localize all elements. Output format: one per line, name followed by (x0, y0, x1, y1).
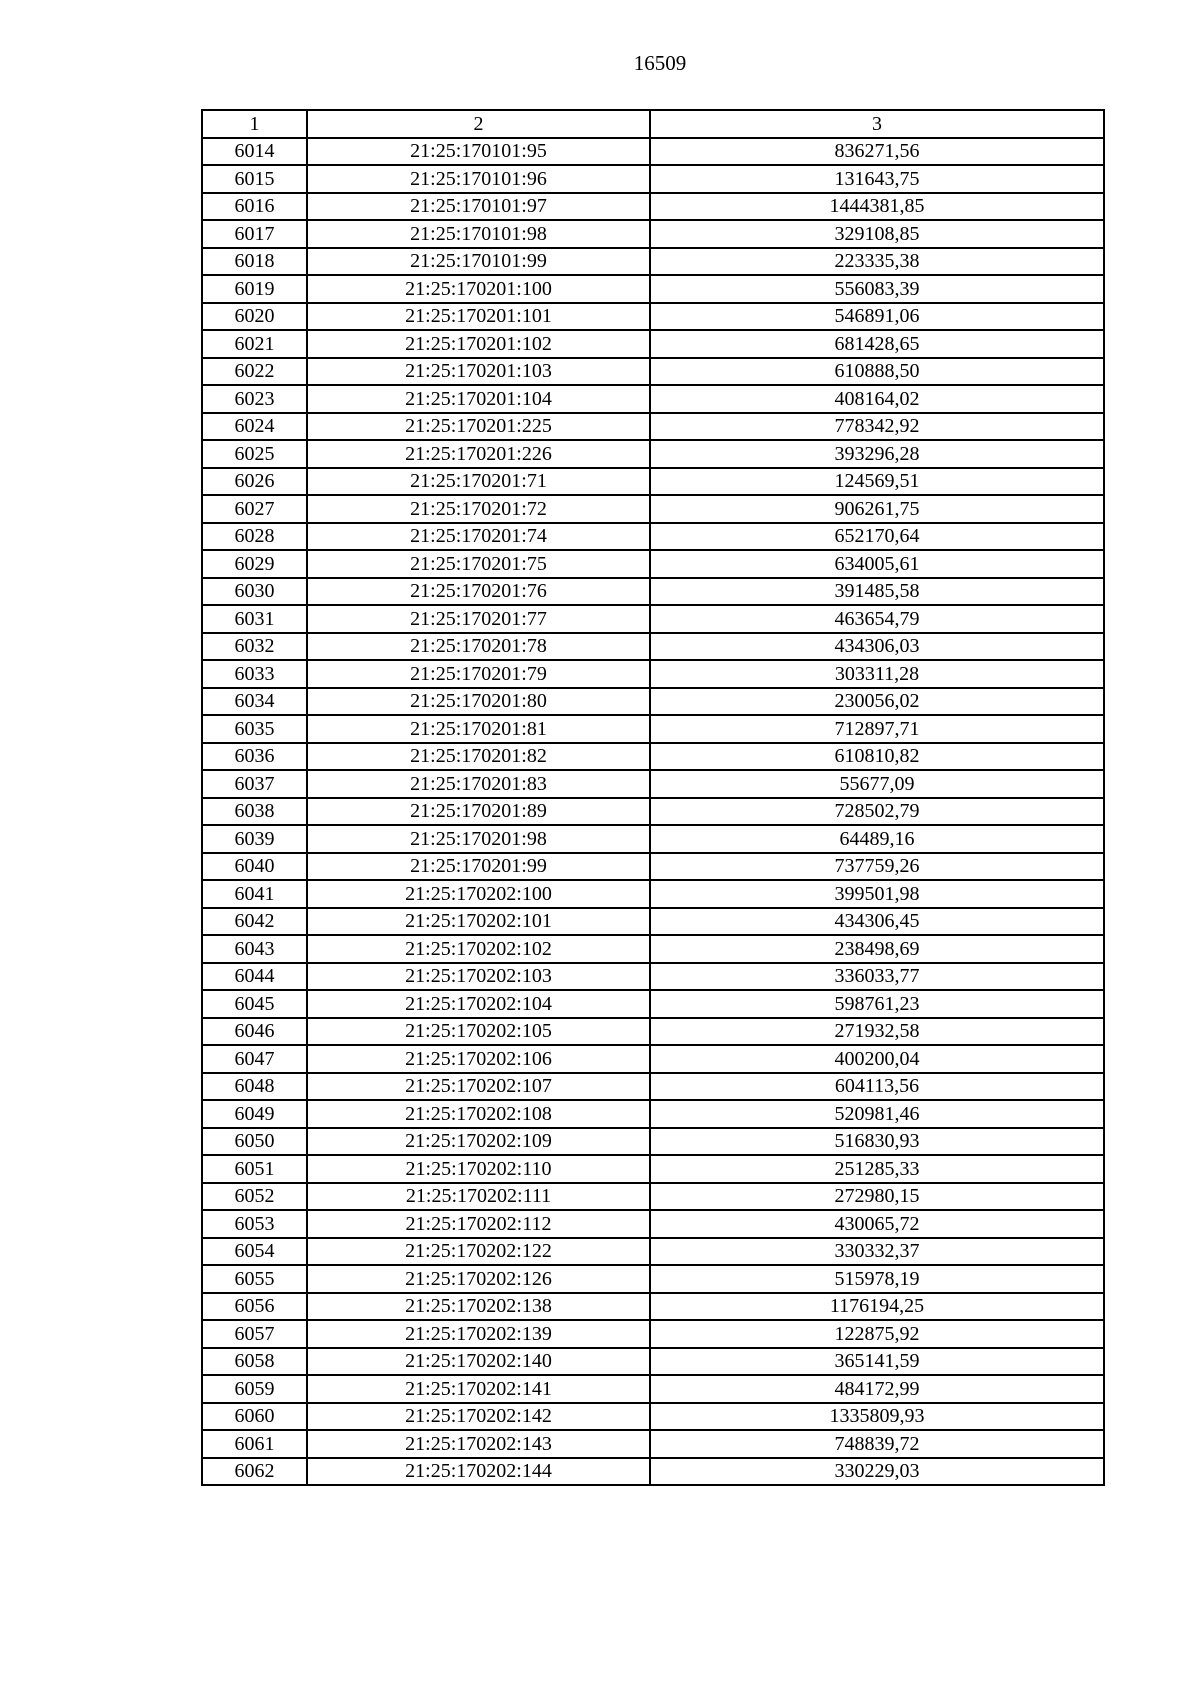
table-row (202, 1238, 1104, 1266)
cadastral-number-cell: 21:25:170201:80 (307, 688, 650, 716)
row-number-cell: 6020 (202, 303, 307, 331)
table-row (202, 385, 1104, 413)
value-cell: 336033,77 (650, 963, 1104, 991)
value-cell: 604113,56 (650, 1073, 1104, 1101)
cadastral-number-cell: 21:25:170202:144 (307, 1458, 650, 1486)
row-number-cell: 6054 (202, 1238, 307, 1266)
row-number-cell: 6034 (202, 688, 307, 716)
cadastral-number-cell: 21:25:170101:99 (307, 248, 650, 276)
value-cell: 712897,71 (650, 715, 1104, 743)
table-row (202, 1265, 1104, 1293)
value-cell: 546891,06 (650, 303, 1104, 331)
row-number-cell: 6030 (202, 578, 307, 606)
row-number-cell: 6019 (202, 275, 307, 303)
cadastral-number-cell: 21:25:170201:76 (307, 578, 650, 606)
row-number-cell: 6060 (202, 1403, 307, 1431)
cadastral-number-cell: 21:25:170202:142 (307, 1403, 650, 1431)
cadastral-number-cell: 21:25:170202:100 (307, 880, 650, 908)
cadastral-number-cell: 21:25:170202:139 (307, 1320, 650, 1348)
cadastral-number-cell: 21:25:170201:89 (307, 798, 650, 826)
cadastral-number-cell: 21:25:170202:112 (307, 1210, 650, 1238)
cadastral-number-cell: 21:25:170201:103 (307, 358, 650, 386)
row-number-cell: 6031 (202, 605, 307, 633)
row-number-cell: 6017 (202, 220, 307, 248)
cadastral-number-cell: 21:25:170202:105 (307, 1018, 650, 1046)
table-row (202, 138, 1104, 166)
row-number-cell: 6038 (202, 798, 307, 826)
value-cell: 1176194,25 (650, 1293, 1104, 1321)
row-number-cell: 6058 (202, 1348, 307, 1376)
table-row (202, 1458, 1104, 1486)
row-number-cell: 6057 (202, 1320, 307, 1348)
cadastral-number-cell: 21:25:170201:79 (307, 660, 650, 688)
cadastral-number-cell: 21:25:170101:98 (307, 220, 650, 248)
row-number-cell: 6015 (202, 165, 307, 193)
value-cell: 906261,75 (650, 495, 1104, 523)
value-cell: 598761,23 (650, 990, 1104, 1018)
table-row (202, 1348, 1104, 1376)
cadastral-number-cell: 21:25:170202:122 (307, 1238, 650, 1266)
row-number-cell: 6023 (202, 385, 307, 413)
table-row (202, 1155, 1104, 1183)
table-row (202, 550, 1104, 578)
cadastral-number-cell: 21:25:170202:108 (307, 1100, 650, 1128)
cadastral-number-cell: 21:25:170201:74 (307, 523, 650, 551)
cadastral-number-cell: 21:25:170202:106 (307, 1045, 650, 1073)
cadastral-number-cell: 21:25:170202:107 (307, 1073, 650, 1101)
value-cell: 124569,51 (650, 468, 1104, 496)
row-number-cell: 6046 (202, 1018, 307, 1046)
row-number-cell: 6041 (202, 880, 307, 908)
row-number-cell: 6024 (202, 413, 307, 441)
table-row (202, 963, 1104, 991)
table-row (202, 165, 1104, 193)
cadastral-number-cell: 21:25:170101:95 (307, 138, 650, 166)
value-cell: 223335,38 (650, 248, 1104, 276)
value-cell: 330229,03 (650, 1458, 1104, 1486)
value-cell: 520981,46 (650, 1100, 1104, 1128)
table-row (202, 908, 1104, 936)
row-number-cell: 6016 (202, 193, 307, 221)
cadastral-number-cell: 21:25:170201:100 (307, 275, 650, 303)
row-number-cell: 6045 (202, 990, 307, 1018)
table-row (202, 1210, 1104, 1238)
row-number-cell: 6055 (202, 1265, 307, 1293)
row-number-cell: 6044 (202, 963, 307, 991)
row-number-cell: 6014 (202, 138, 307, 166)
header-row (202, 110, 1104, 138)
value-cell: 484172,99 (650, 1375, 1104, 1403)
value-cell: 516830,93 (650, 1128, 1104, 1156)
table-row (202, 688, 1104, 716)
value-cell: 515978,19 (650, 1265, 1104, 1293)
row-number-cell: 6032 (202, 633, 307, 661)
header-cell-1: 1 (202, 110, 307, 138)
cadastral-number-cell: 21:25:170202:110 (307, 1155, 650, 1183)
value-cell: 408164,02 (650, 385, 1104, 413)
row-number-cell: 6062 (202, 1458, 307, 1486)
table-row (202, 990, 1104, 1018)
table-row (202, 248, 1104, 276)
value-cell: 365141,59 (650, 1348, 1104, 1376)
value-cell: 330332,37 (650, 1238, 1104, 1266)
header-cell-3: 3 (650, 110, 1104, 138)
table-row (202, 193, 1104, 221)
table-row (202, 798, 1104, 826)
value-cell: 122875,92 (650, 1320, 1104, 1348)
value-cell: 271932,58 (650, 1018, 1104, 1046)
value-cell: 681428,65 (650, 330, 1104, 358)
table-row (202, 715, 1104, 743)
cadastral-number-cell: 21:25:170101:97 (307, 193, 650, 221)
value-cell: 55677,09 (650, 770, 1104, 798)
row-number-cell: 6043 (202, 935, 307, 963)
row-number-cell: 6035 (202, 715, 307, 743)
row-number-cell: 6050 (202, 1128, 307, 1156)
table-row (202, 825, 1104, 853)
table-row (202, 853, 1104, 881)
row-number-cell: 6033 (202, 660, 307, 688)
cadastral-number-cell: 21:25:170202:143 (307, 1430, 650, 1458)
table-row (202, 468, 1104, 496)
cadastral-number-cell: 21:25:170202:111 (307, 1183, 650, 1211)
value-cell: 399501,98 (650, 880, 1104, 908)
table-row (202, 1100, 1104, 1128)
table-row (202, 1430, 1104, 1458)
value-cell: 556083,39 (650, 275, 1104, 303)
row-number-cell: 6029 (202, 550, 307, 578)
table-header (202, 110, 1104, 138)
row-number-cell: 6037 (202, 770, 307, 798)
value-cell: 748839,72 (650, 1430, 1104, 1458)
cadastral-number-cell: 21:25:170201:75 (307, 550, 650, 578)
cadastral-number-cell: 21:25:170202:138 (307, 1293, 650, 1321)
row-number-cell: 6018 (202, 248, 307, 276)
value-cell: 64489,16 (650, 825, 1104, 853)
value-cell: 400200,04 (650, 1045, 1104, 1073)
value-cell: 1335809,93 (650, 1403, 1104, 1431)
row-number-cell: 6039 (202, 825, 307, 853)
header-cell-2: 2 (307, 110, 650, 138)
table-row (202, 495, 1104, 523)
row-number-cell: 6052 (202, 1183, 307, 1211)
cadastral-number-cell: 21:25:170202:140 (307, 1348, 650, 1376)
row-number-cell: 6027 (202, 495, 307, 523)
row-number-cell: 6048 (202, 1073, 307, 1101)
table-row (202, 330, 1104, 358)
table-row (202, 1018, 1104, 1046)
value-cell: 230056,02 (650, 688, 1104, 716)
table-row (202, 303, 1104, 331)
value-cell: 434306,03 (650, 633, 1104, 661)
value-cell: 728502,79 (650, 798, 1104, 826)
cadastral-number-cell: 21:25:170201:78 (307, 633, 650, 661)
table-row (202, 523, 1104, 551)
table-row (202, 633, 1104, 661)
value-cell: 610810,82 (650, 743, 1104, 771)
cadastral-number-cell: 21:25:170201:226 (307, 440, 650, 468)
cadastral-number-cell: 21:25:170202:126 (307, 1265, 650, 1293)
cadastral-number-cell: 21:25:170201:83 (307, 770, 650, 798)
page-number: 16509 (633, 51, 687, 75)
row-number-cell: 6047 (202, 1045, 307, 1073)
cadastral-number-cell: 21:25:170201:98 (307, 825, 650, 853)
cadastral-number-cell: 21:25:170202:141 (307, 1375, 650, 1403)
table-row (202, 1320, 1104, 1348)
cadastral-number-cell: 21:25:170202:109 (307, 1128, 650, 1156)
value-cell: 1444381,85 (650, 193, 1104, 221)
cadastral-number-cell: 21:25:170202:102 (307, 935, 650, 963)
cadastral-number-cell: 21:25:170201:102 (307, 330, 650, 358)
cadastral-number-cell: 21:25:170201:81 (307, 715, 650, 743)
value-cell: 303311,28 (650, 660, 1104, 688)
value-cell: 652170,64 (650, 523, 1104, 551)
cadastral-number-cell: 21:25:170201:101 (307, 303, 650, 331)
table-row (202, 413, 1104, 441)
cadastral-number-cell: 21:25:170201:71 (307, 468, 650, 496)
cadastral-number-cell: 21:25:170202:103 (307, 963, 650, 991)
table-row (202, 880, 1104, 908)
value-cell: 131643,75 (650, 165, 1104, 193)
cadastral-number-cell: 21:25:170201:77 (307, 605, 650, 633)
table-row (202, 1375, 1104, 1403)
table-row (202, 1073, 1104, 1101)
value-cell: 393296,28 (650, 440, 1104, 468)
cadastral-number-cell: 21:25:170201:104 (307, 385, 650, 413)
row-number-cell: 6059 (202, 1375, 307, 1403)
value-cell: 272980,15 (650, 1183, 1104, 1211)
cadastral-number-cell: 21:25:170201:99 (307, 853, 650, 881)
value-cell: 610888,50 (650, 358, 1104, 386)
row-number-cell: 6051 (202, 1155, 307, 1183)
cadastral-number-cell: 21:25:170202:104 (307, 990, 650, 1018)
row-number-cell: 6042 (202, 908, 307, 936)
cadastral-number-cell: 21:25:170201:225 (307, 413, 650, 441)
table-row (202, 605, 1104, 633)
value-cell: 463654,79 (650, 605, 1104, 633)
table-row (202, 1183, 1104, 1211)
data-table (201, 109, 1105, 1486)
value-cell: 836271,56 (650, 138, 1104, 166)
table-row (202, 935, 1104, 963)
table-row (202, 358, 1104, 386)
table-row (202, 1045, 1104, 1073)
row-number-cell: 6021 (202, 330, 307, 358)
row-number-cell: 6026 (202, 468, 307, 496)
value-cell: 238498,69 (650, 935, 1104, 963)
table-row (202, 743, 1104, 771)
value-cell: 634005,61 (650, 550, 1104, 578)
table-row (202, 1128, 1104, 1156)
value-cell: 329108,85 (650, 220, 1104, 248)
value-cell: 737759,26 (650, 853, 1104, 881)
row-number-cell: 6028 (202, 523, 307, 551)
cadastral-number-cell: 21:25:170202:101 (307, 908, 650, 936)
table-body (202, 138, 1104, 1486)
row-number-cell: 6036 (202, 743, 307, 771)
cadastral-number-cell: 21:25:170201:72 (307, 495, 650, 523)
value-cell: 778342,92 (650, 413, 1104, 441)
table-row (202, 220, 1104, 248)
cadastral-number-cell: 21:25:170101:96 (307, 165, 650, 193)
row-number-cell: 6061 (202, 1430, 307, 1458)
table-row (202, 770, 1104, 798)
row-number-cell: 6022 (202, 358, 307, 386)
table-row (202, 440, 1104, 468)
value-cell: 251285,33 (650, 1155, 1104, 1183)
row-number-cell: 6053 (202, 1210, 307, 1238)
cadastral-number-cell: 21:25:170201:82 (307, 743, 650, 771)
value-cell: 434306,45 (650, 908, 1104, 936)
row-number-cell: 6040 (202, 853, 307, 881)
table-row (202, 1403, 1104, 1431)
table-row (202, 660, 1104, 688)
value-cell: 430065,72 (650, 1210, 1104, 1238)
row-number-cell: 6056 (202, 1293, 307, 1321)
table-row (202, 1293, 1104, 1321)
table-row (202, 275, 1104, 303)
row-number-cell: 6025 (202, 440, 307, 468)
value-cell: 391485,58 (650, 578, 1104, 606)
row-number-cell: 6049 (202, 1100, 307, 1128)
table-row (202, 578, 1104, 606)
